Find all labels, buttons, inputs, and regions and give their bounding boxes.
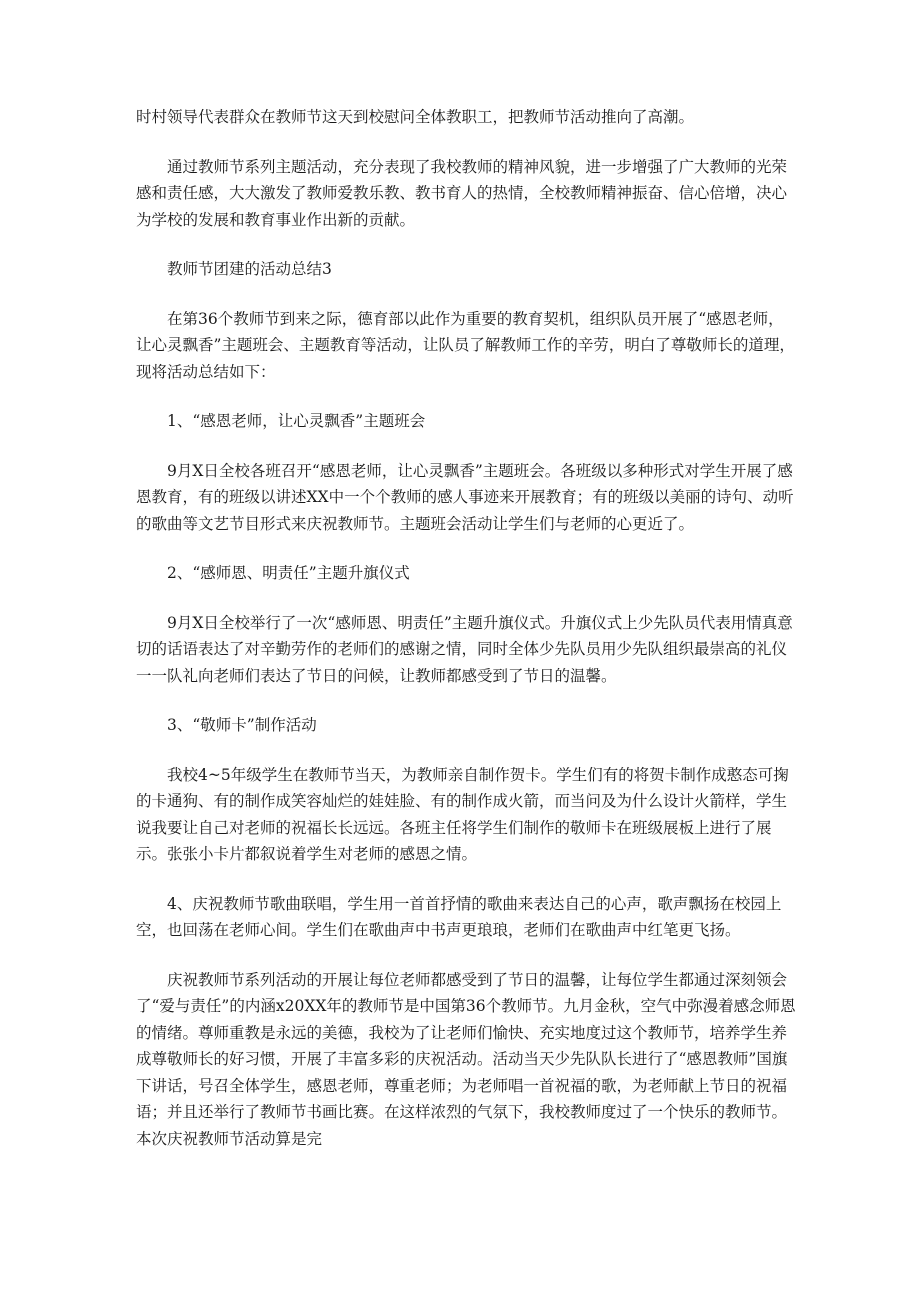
section-title: 教师节团建的活动总结3 <box>167 260 332 278</box>
paragraph-continuation: 时村领导代表群众在教师节这天到校慰问全体教职工，把教师节活动推向了高潮。 <box>136 108 695 126</box>
paragraph-intro: 在第36个教师节到来之际，德育部以此作为重要的教育契机，组织队员开展了“感恩老师，让心灵飘香”主题班会、主题教育等活动，让队员了解教师工作的辛劳，明白了尊敬师长的道理，现将活动总结如下： <box>136 309 795 381</box>
paragraph-summary: 通过教师节系列主题活动，充分表现了我校教师的精神风貌，进一步增强了广大教师的光荣感和责任感，大大激发了教师爱教乐教、教书育人的热情，全校教师精神振奋、信心倍增，决心为学校的发展和教育事业作出新的贡献。 <box>136 157 788 229</box>
subheading-1: 1、“感恩老师，让心灵飘香”主题班会 <box>167 412 426 430</box>
subheading-3: 3、“敬师卡”制作活动 <box>167 716 317 734</box>
paragraph-item-2: 9月X日全校举行了一次“感师恩、明责任”主题升旗仪式。升旗仪式上少先队员代表用情真意切的话语表达了对辛勤劳作的老师们的感谢之情，同时全体少先队员用少先队组织最崇高的礼仪一一队礼向老师们表达了节日的问候，让教师都感受到了节日的温馨。 <box>136 613 793 685</box>
paragraph-item-1: 9月X日全校各班召开“感恩老师，让心灵飘香”主题班会。各班级以多种形式对学生开展了感恩教育，有的班级以讲述XX中一个个教师的感人事迹来开展教育；有的班级以美丽的诗句、动听的歌曲等文艺节目形式来庆祝教师节。主题班会活动让学生们与老师的心更近了。 <box>136 461 794 533</box>
subheading-2: 2、“感师恩、明责任”主题升旗仪式 <box>167 564 410 582</box>
paragraph-item-4: 4、庆祝教师节歌曲联唱，学生用一首首抒情的歌曲来表达自己的心声，歌声飘扬在校园上空，也回荡在老师心间。学生们在歌曲声中书声更琅琅，老师们在歌曲声中红笔更飞扬。 <box>136 894 782 939</box>
document-body <box>136 104 796 1175</box>
paragraph-item-3: 我校4~5年级学生在教师节当天，为教师亲自制作贺卡。学生们有的将贺卡制作成憨态可掬的卡通狗、有的制作成笑容灿烂的娃娃脸、有的制作成火箭，而当问及为什么设计火箭样，学生说我要让自己对老师的祝福长长远远。各班主任将学生们制作的敬师卡在班级展板上进行了展示。张张小卡片都叙说着学生对老师的感恩之情。 <box>136 765 789 863</box>
paragraph-conclusion: 庆祝教师节系列活动的开展让每位老师都感受到了节日的温馨，让每位学生都通过深刻领会了“爱与责任”的内涵x20XX年的教师节是中国第36个教师节。九月金秋，空气中弥漫着感念师恩的情绪。尊师重教是永远的美德，我校为了让老师们愉快、充实地度过这个教师节，培养学生养成尊敬师长的好习惯，开展了丰富多彩的庆祝活动。活动当天少先队队长进行了“感恩教师”国旗下讲话，号召全体学生，感恩老师，尊重老师；为老师唱一首祝福的歌，为老师献上节日的祝福语；并且还举行了教师节书画比赛。在这样浓烈的气氛下，我校教师度过了一个快乐的教师节。本次庆祝教师节活动算是完 <box>136 970 796 1148</box>
